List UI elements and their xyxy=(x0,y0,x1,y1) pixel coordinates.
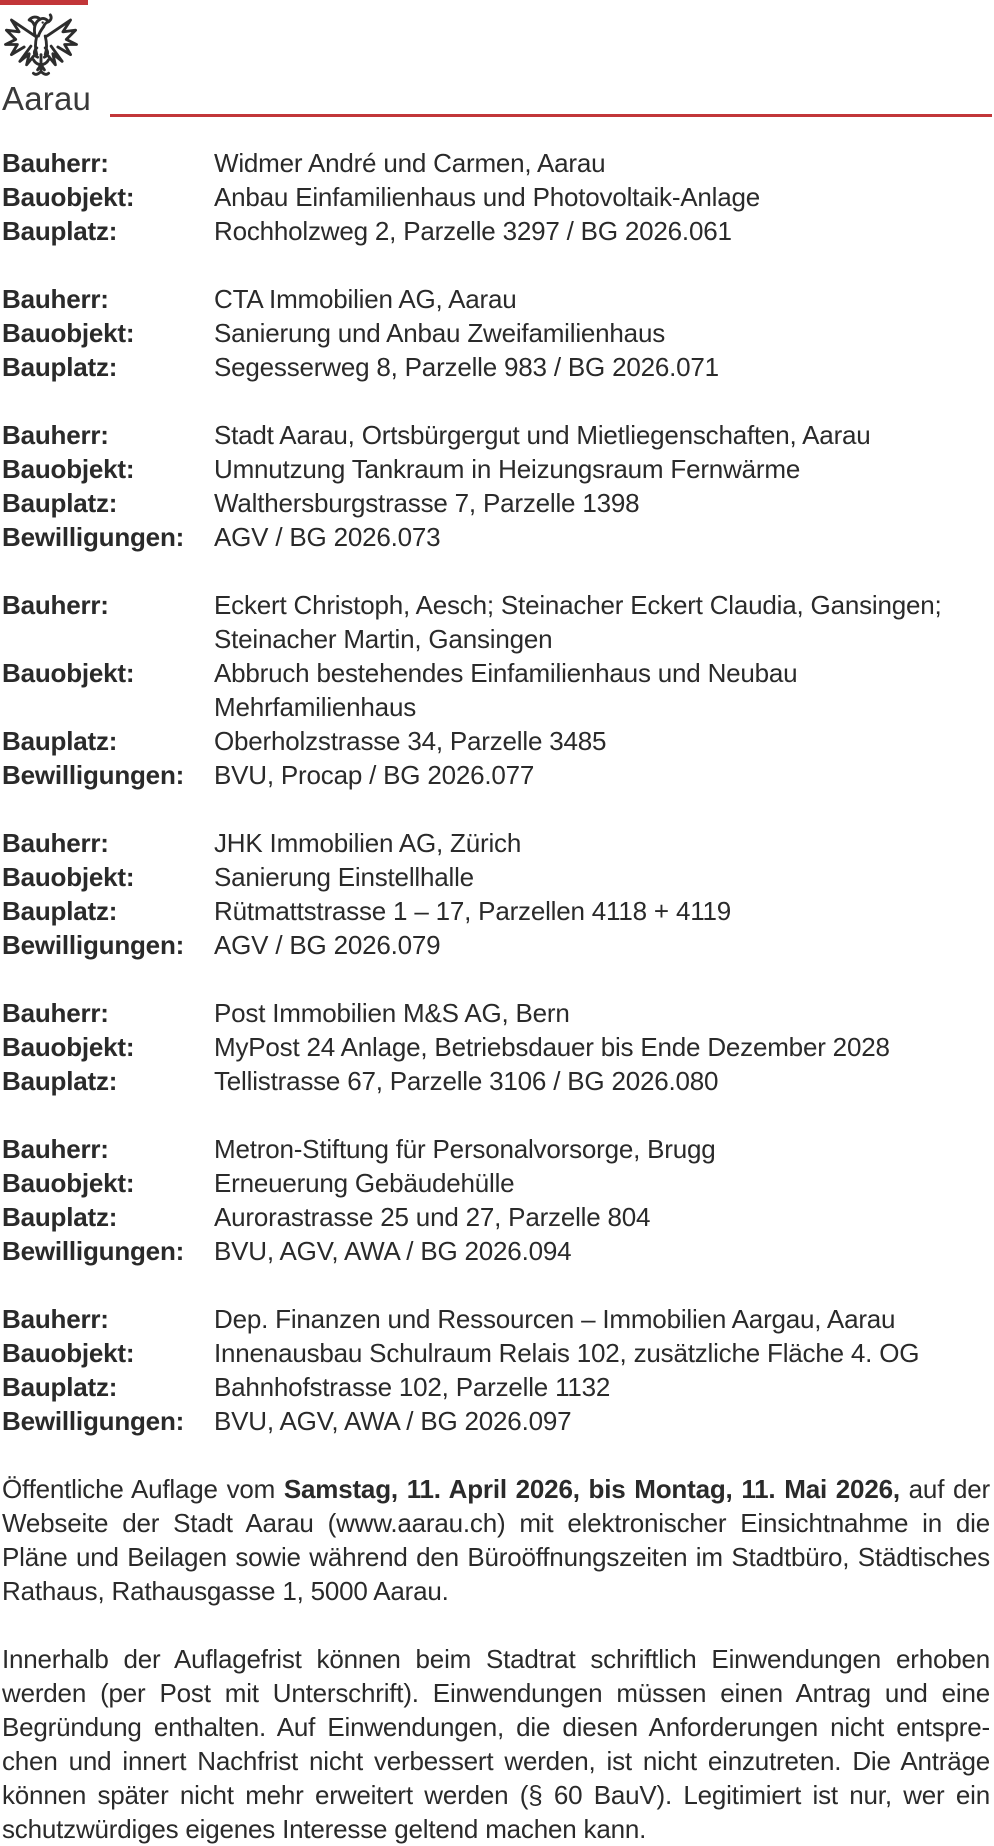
field-label: Bauobjekt: xyxy=(2,454,135,484)
field-value: Rütmattstrasse 1 – 17, Parzellen 4118 + 4119 xyxy=(214,896,732,926)
paragraph-line xyxy=(2,1540,990,1574)
notice-paragraphs xyxy=(2,1472,990,1846)
field-label: Bauobjekt: xyxy=(2,1032,135,1062)
paragraph-line xyxy=(2,1778,990,1812)
field-value: AGV / BG 2026.079 xyxy=(214,930,441,960)
field-label: Bauherr: xyxy=(2,1304,109,1334)
paragraph-text: Pläne und Beilagen sowie während den Büroöffnungszeiten im Stadtbüro, Städtisches xyxy=(2,1542,990,1572)
header-rule xyxy=(110,114,992,117)
field-value: Sanierung Einstellhalle xyxy=(214,862,474,892)
permit-field-row xyxy=(2,1166,990,1200)
field-value: Bahnhofstrasse 102, Parzelle 1132 xyxy=(214,1372,611,1402)
permit-field-row xyxy=(2,996,990,1030)
permit-field-row xyxy=(2,1234,990,1268)
field-value: Umnutzung Tankraum in Heizungsraum Fernwärme xyxy=(214,454,801,484)
field-value: Widmer André und Carmen, Aarau xyxy=(214,148,606,178)
field-label: Bauplatz: xyxy=(2,352,118,382)
field-label: Bewilligungen: xyxy=(2,522,185,552)
permit-field-row xyxy=(2,1302,990,1336)
field-label: Bauplatz: xyxy=(2,216,118,246)
permit-field-row xyxy=(2,928,990,962)
permit-field-row xyxy=(2,1370,990,1404)
field-value: Steinacher Martin, Gansingen xyxy=(214,624,553,654)
paragraph-text: werden (per Post mit Unterschrift). Einwendungen müssen einen Antrag und eine xyxy=(2,1678,990,1708)
permit-field-row xyxy=(2,724,990,758)
permit-field-row xyxy=(2,180,990,214)
aarau-eagle-logo-icon xyxy=(3,9,79,85)
field-label xyxy=(2,690,214,724)
field-label: Bauobjekt: xyxy=(2,182,135,212)
field-label: Bewilligungen: xyxy=(2,1406,185,1436)
permit-field-row xyxy=(2,520,990,554)
field-value: JHK Immobilien AG, Zürich xyxy=(214,828,522,858)
paragraph-line xyxy=(2,1472,990,1506)
page-header xyxy=(0,0,994,117)
field-label: Bauplatz: xyxy=(2,488,118,518)
permit-field-row xyxy=(2,588,990,622)
field-label: Bauherr: xyxy=(2,828,109,858)
paragraph-line xyxy=(2,1506,990,1540)
field-value: BVU, AGV, AWA / BG 2026.097 xyxy=(214,1406,572,1436)
permit-field-row xyxy=(2,1404,990,1438)
paragraph-text: schutzwürdiges eigenes Interesse geltend machen kann. xyxy=(2,1814,647,1844)
field-value: AGV / BG 2026.073 xyxy=(214,522,441,552)
permit-field-row xyxy=(2,486,990,520)
field-value: BVU, Procap / BG 2026.077 xyxy=(214,760,535,790)
objection-paragraph xyxy=(2,1642,990,1846)
paragraph-line xyxy=(2,1710,990,1744)
paragraph-text: auf der xyxy=(899,1474,990,1504)
field-label: Bauobjekt: xyxy=(2,1338,135,1368)
field-label xyxy=(2,622,214,656)
paragraph-text: können später nicht mehr erweitert werden (§ 60 BauV). Legitimiert ist nur, wer ein xyxy=(2,1780,990,1810)
paragraph-line xyxy=(2,1812,990,1846)
permit-field-row xyxy=(2,758,990,792)
permit-entry xyxy=(2,996,990,1098)
field-value: Eckert Christoph, Aesch; Steinacher Eckert Claudia, Gansingen; xyxy=(214,590,942,620)
permit-field-row xyxy=(2,418,990,452)
permit-field-row xyxy=(2,350,990,384)
permit-field-row xyxy=(2,656,990,690)
field-label: Bauobjekt: xyxy=(2,1168,135,1198)
field-value: Anbau Einfamilienhaus und Photovoltaik-Anlage xyxy=(214,182,761,212)
field-value: Dep. Finanzen und Ressourcen – Immobilien Aargau, Aarau xyxy=(214,1304,896,1334)
bold-date-range: Samstag, 11. April 2026, bis Montag, 11. Mai 2026, xyxy=(283,1474,900,1504)
paragraph-line xyxy=(2,1642,990,1676)
city-wordmark: Aarau xyxy=(2,80,92,117)
field-value: Oberholzstrasse 34, Parzelle 3485 xyxy=(214,726,607,756)
paragraph-line xyxy=(2,1574,990,1608)
public-notice-paragraph xyxy=(2,1472,990,1608)
field-label: Bauherr: xyxy=(2,148,109,178)
field-value: CTA Immobilien AG, Aarau xyxy=(214,284,517,314)
permit-field-row xyxy=(2,1336,990,1370)
field-value: MyPost 24 Anlage, Betriebsdauer bis Ende Dezember 2028 xyxy=(214,1032,890,1062)
permit-entry xyxy=(2,826,990,962)
field-value: Walthersburgstrasse 7, Parzelle 1398 xyxy=(214,488,640,518)
permit-field-row xyxy=(2,826,990,860)
field-label: Bauherr: xyxy=(2,420,109,450)
permit-entry xyxy=(2,418,990,554)
field-label: Bewilligungen: xyxy=(2,930,185,960)
permit-field-row xyxy=(2,1200,990,1234)
field-value: Tellistrasse 67, Parzelle 3106 / BG 2026.080 xyxy=(214,1066,719,1096)
field-value: Aurorastrasse 25 und 27, Parzelle 804 xyxy=(214,1202,651,1232)
paragraph-line xyxy=(2,1744,990,1778)
paragraph-text: Webseite der Stadt Aarau (www.aarau.ch) mit elektronischer Einsichtnahme in die xyxy=(2,1508,990,1538)
paragraph-text: Rathaus, Rathausgasse 1, 5000 Aarau. xyxy=(2,1576,449,1606)
permit-entry xyxy=(2,1302,990,1438)
permit-entries xyxy=(2,146,990,1438)
field-value: Rochholzweg 2, Parzelle 3297 / BG 2026.061 xyxy=(214,216,732,246)
paragraph-text: Innerhalb der Auflagefrist können beim Stadtrat schriftlich Einwendungen erhoben xyxy=(2,1644,990,1674)
permit-field-row xyxy=(2,894,990,928)
field-value: Abbruch bestehendes Einfamilienhaus und Neubau xyxy=(214,658,798,688)
field-label: Bauobjekt: xyxy=(2,862,135,892)
permit-field-row xyxy=(2,690,990,724)
field-label: Bauplatz: xyxy=(2,726,118,756)
paragraph-text: chen und innert Nachfrist nicht verbessert werden, ist nicht einzutreten. Die Anträge xyxy=(2,1746,990,1776)
paragraph-text: Begründung enthalten. Auf Einwendungen, die diesen Anforderungen nicht entspre- xyxy=(2,1712,990,1742)
field-label: Bewilligungen: xyxy=(2,760,185,790)
field-label: Bauplatz: xyxy=(2,1202,118,1232)
permit-entry xyxy=(2,1132,990,1268)
permit-field-row xyxy=(2,282,990,316)
field-label: Bewilligungen: xyxy=(2,1236,185,1266)
top-red-bar xyxy=(0,0,88,5)
permit-entry xyxy=(2,146,990,248)
permit-entry xyxy=(2,282,990,384)
field-label: Bauherr: xyxy=(2,1134,109,1164)
field-label: Bauherr: xyxy=(2,998,109,1028)
field-value: Stadt Aarau, Ortsbürgergut und Mietliegenschaften, Aarau xyxy=(214,420,871,450)
field-value: Metron-Stiftung für Personalvorsorge, Brugg xyxy=(214,1134,716,1164)
field-label: Bauherr: xyxy=(2,284,109,314)
paragraph-text: Öffentliche Auflage vom xyxy=(2,1474,284,1504)
permit-field-row xyxy=(2,622,990,656)
field-value: Mehrfamilienhaus xyxy=(214,692,417,722)
permit-field-row xyxy=(2,1030,990,1064)
field-value: Erneuerung Gebäudehülle xyxy=(214,1168,515,1198)
permit-entry xyxy=(2,588,990,792)
permit-field-row xyxy=(2,1064,990,1098)
permit-field-row xyxy=(2,214,990,248)
field-value: Innenausbau Schulraum Relais 102, zusätzliche Fläche 4. OG xyxy=(214,1338,920,1368)
field-label: Bauplatz: xyxy=(2,896,118,926)
field-value: Sanierung und Anbau Zweifamilienhaus xyxy=(214,318,665,348)
field-label: Bauobjekt: xyxy=(2,658,135,688)
permit-field-row xyxy=(2,316,990,350)
field-label: Bauobjekt: xyxy=(2,318,135,348)
notice-content xyxy=(0,117,994,1846)
field-value: Post Immobilien M&S AG, Bern xyxy=(214,998,570,1028)
field-label: Bauherr: xyxy=(2,590,109,620)
permit-field-row xyxy=(2,146,990,180)
field-label: Bauplatz: xyxy=(2,1066,118,1096)
permit-field-row xyxy=(2,860,990,894)
permit-field-row xyxy=(2,452,990,486)
permit-field-row xyxy=(2,1132,990,1166)
paragraph-line xyxy=(2,1676,990,1710)
field-label: Bauplatz: xyxy=(2,1372,118,1402)
field-value: Segesserweg 8, Parzelle 983 / BG 2026.071 xyxy=(214,352,719,382)
field-value: BVU, AGV, AWA / BG 2026.094 xyxy=(214,1236,572,1266)
